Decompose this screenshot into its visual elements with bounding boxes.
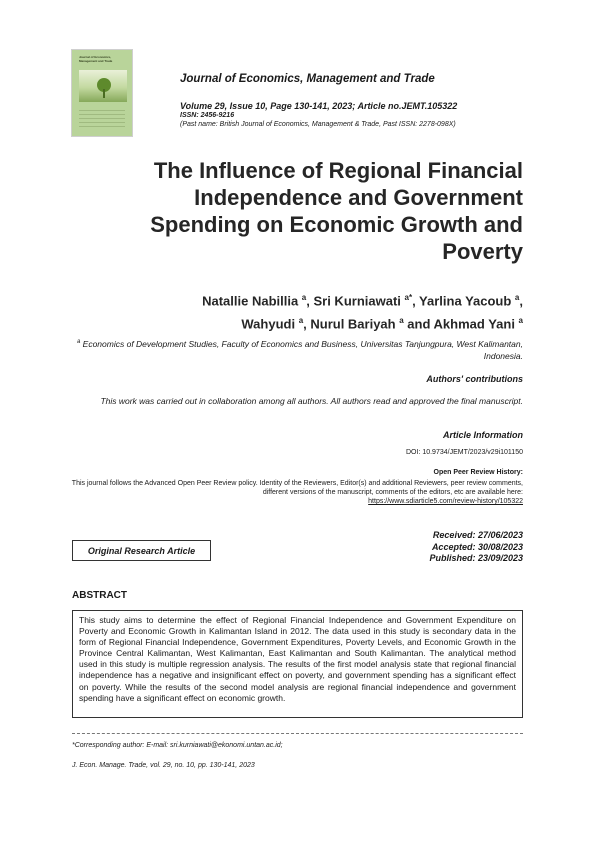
- corresponding-author-note: *Corresponding author: E-mail: sri.kurniawati@ekonomi.untan.ac.id;: [72, 742, 283, 749]
- affiliation-text: Economics of Development Studies, Faculty of Economics and Business, Universitas Tanjungpura, West Kalimantan, Indonesia.: [80, 338, 523, 361]
- article-dates: [429, 530, 523, 565]
- review-history-description: This journal follows the Advanced Open Peer Review policy. Identity of the Reviewers, Editor(s) and additional Reviewers, peer review comments, different versions of the manuscript, comments of the editors, etc are available here:: [71, 480, 523, 496]
- doi: DOI: 10.9734/JEMT/2023/v29i101150: [405, 449, 523, 456]
- abstract-heading: ABSTRACT: [72, 590, 127, 601]
- issn-line: ISSN: 2456-9216: [180, 112, 235, 119]
- contributions-text: This work was carried out in collaboration among all authors. All authors read and approved the final manuscript.: [100, 396, 523, 406]
- paper-title: The Influence of Regional Financial Independence and Government Spending on Economic Growth and Poverty: [150, 158, 523, 264]
- footnote-divider: [72, 733, 523, 734]
- contributions-heading: Authors' contributions: [426, 374, 523, 384]
- past-name-line: (Past name: British Journal of Economics, Management & Trade, Past ISSN: 2278-098X): [180, 121, 456, 128]
- affiliation: [68, 336, 523, 362]
- article-type-badge: Original Research Article: [72, 540, 211, 561]
- abstract-text: This study aims to determine the effect of Regional Financial Independence and Government Expenditure on Poverty and Economic Growth in Kalimantan Island in 2012. The data used in this study is secondary data in the form of Regional Financial Independence, Government Expenditures, Poverty Levels, and Economic Growth in the Province Central Kalimantan, West Kalimantan, East Kalimantan and South Kalimantan. The analytical method used in this study is multiple regression analysis. The results of the first model analysis state that regional financial independence has a negative and insignificant effect on poverty, and government spending has a significant effect on poverty. While the results of the second model analysis are regional financial independence and government spending have a significant effect on economic growth.: [72, 610, 523, 718]
- published-date: Published: 23/09/2023: [429, 553, 523, 563]
- journal-name: Journal of Economics, Management and Trade: [180, 73, 435, 85]
- volume-line: Volume 29, Issue 10, Page 130-141, 2023; Article no.JEMT.105322: [180, 101, 458, 111]
- authors-line-2: Wahyudi $^a$, Nurul Bariyah $^a$ and Akhmad Yani $^a$: [241, 316, 523, 332]
- citation-footer: J. Econ. Manage. Trade, vol. 29, no. 10, pp. 130-141, 2023: [72, 762, 255, 769]
- received-date: Received: 27/06/2023: [432, 530, 523, 540]
- cover-photo: [79, 70, 127, 102]
- accepted-date: Accepted: 30/08/2023: [431, 541, 523, 552]
- authors-line-1: Natallie Nabillia $^a$, Sri Kurniawati $^{a*}$, Yarlina Yacoub $^a$,: [202, 293, 523, 309]
- author-list: [63, 288, 523, 335]
- cover-title: Journal of Economics, Management and Trade: [79, 56, 113, 63]
- review-history-link[interactable]: https://www.sdiarticle5.com/review-history/105322: [368, 498, 523, 505]
- affiliation-mark: a: [76, 339, 81, 345]
- review-history-heading: Open Peer Review History:: [433, 469, 523, 476]
- article-info-heading: Article Information: [442, 430, 523, 440]
- review-history-text: [63, 479, 523, 506]
- journal-cover-thumbnail: [71, 49, 133, 137]
